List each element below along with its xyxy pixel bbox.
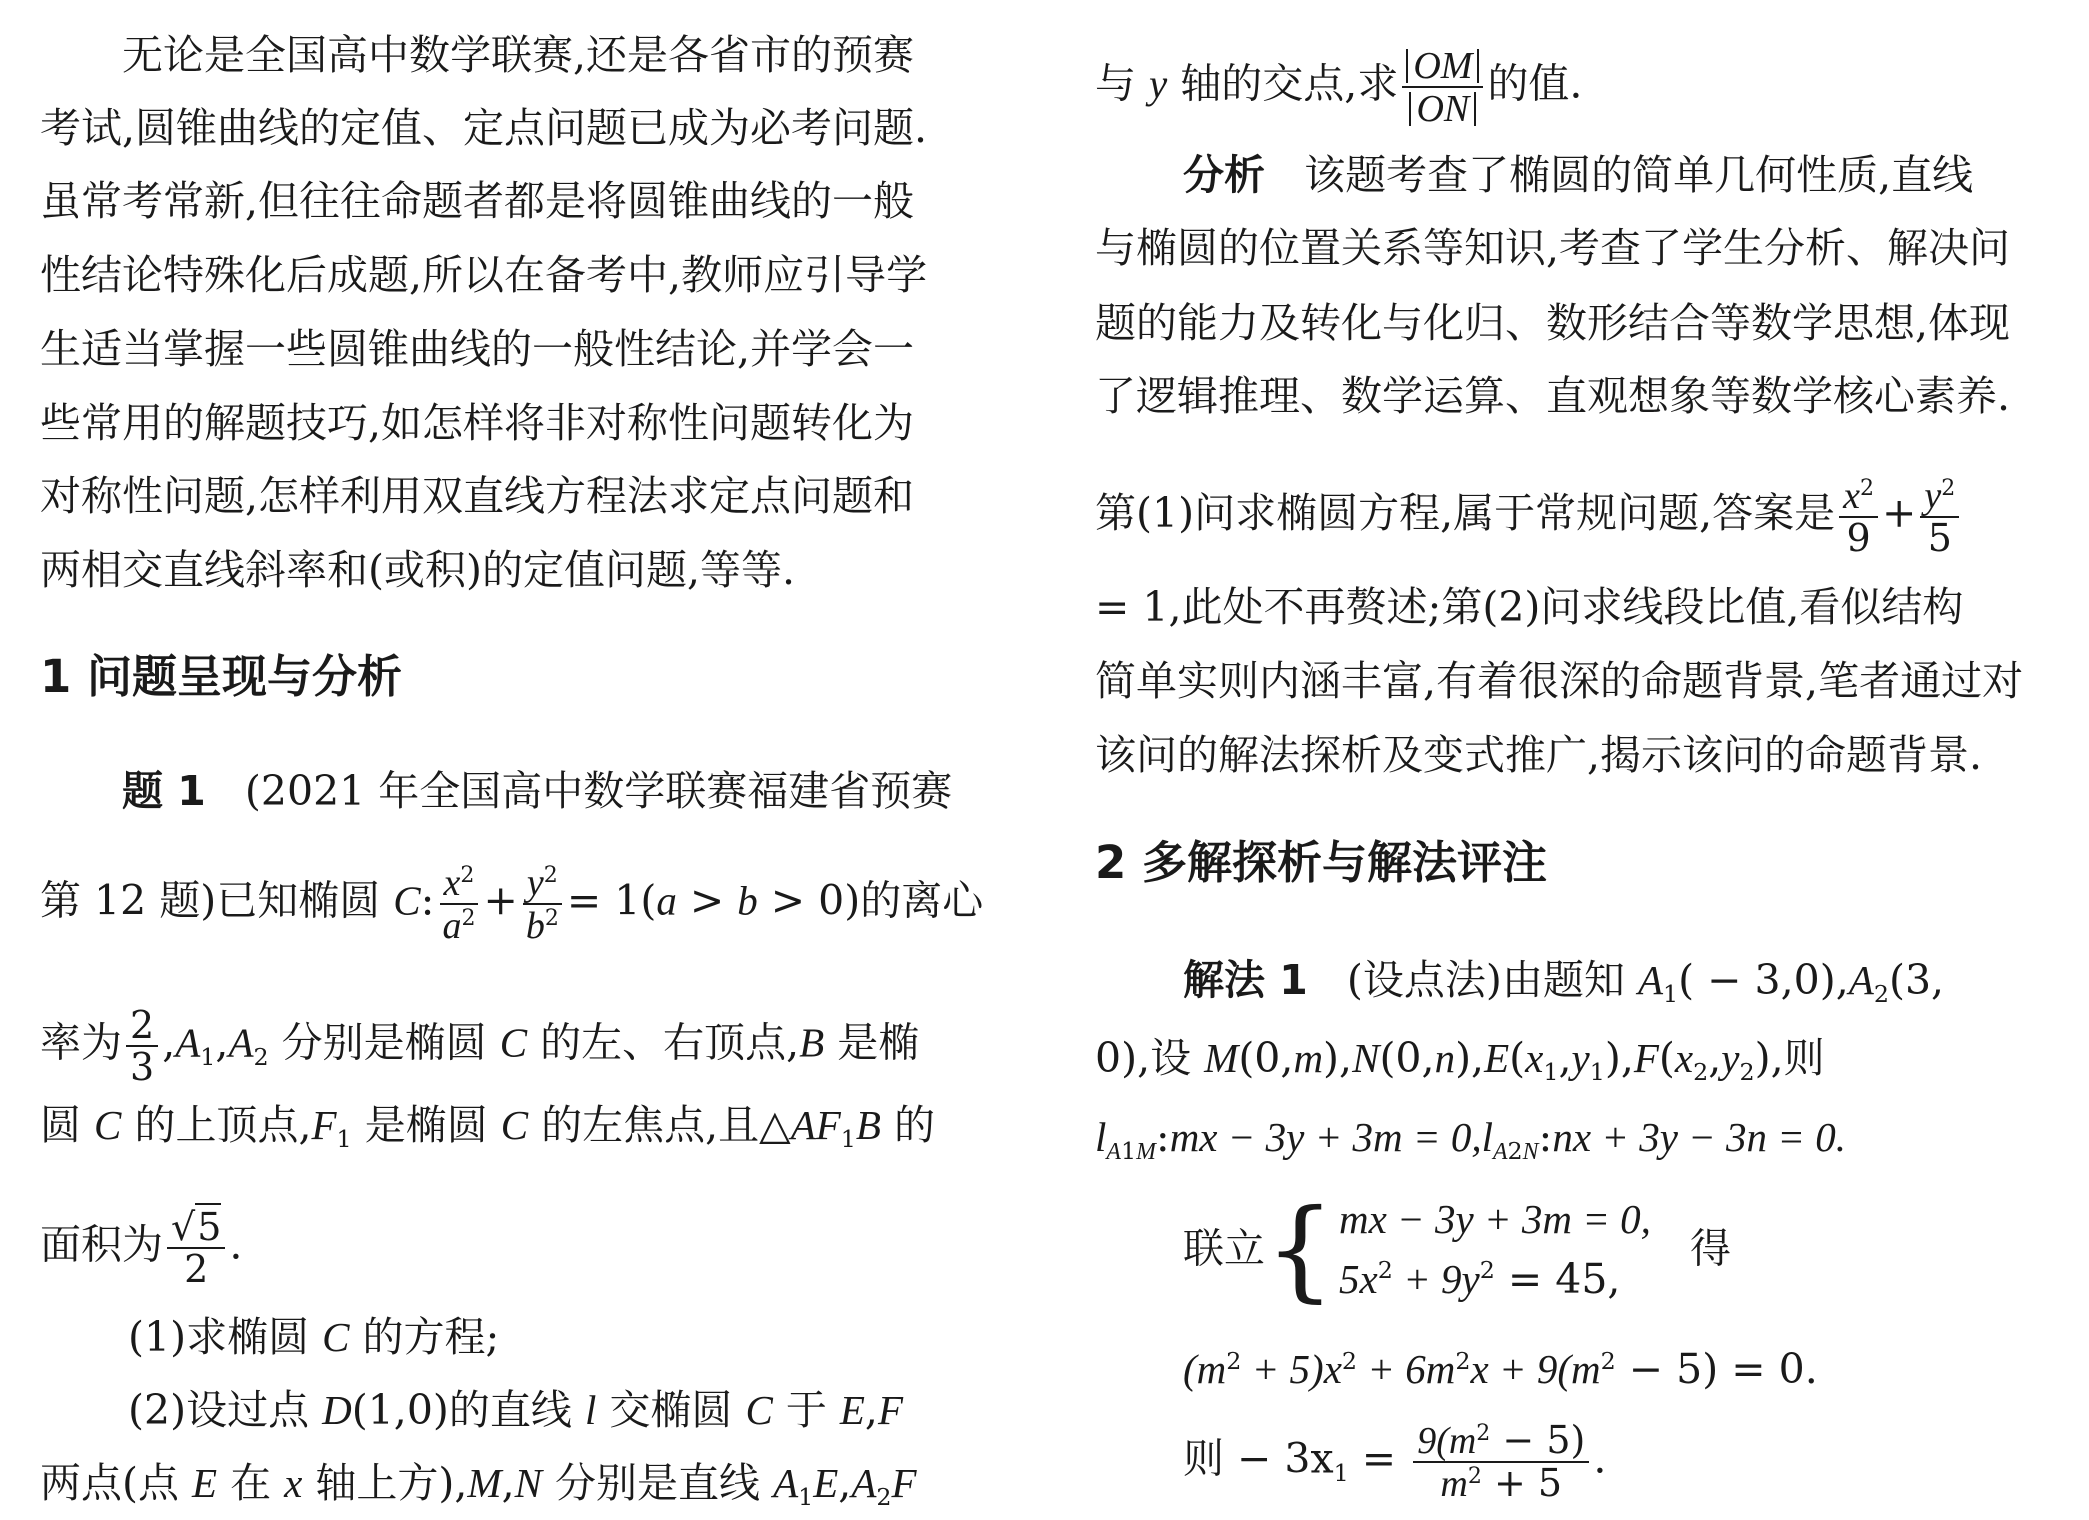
intro-line-8: 两相交直线斜率和(或积)的定值问题,等等. (40, 546, 796, 594)
solution-line-1: 解法 1 (设点法)由题知 $A_1( - 3,0),A_2(3$, (1183, 956, 1945, 1009)
analysis-line-3: 题的能力及转化与化归、数形结合等数学思想,体现 (1095, 299, 2011, 347)
problem-line-2: 第 12 题)已知椭圆 C: $\frac{x^2}{a^2}$ + $\frac{y^2}{b^2}$ = 1(a > b > 0)的离心 (40, 862, 984, 947)
question-1: (1)求椭圆 C 的方程; (128, 1313, 500, 1361)
intro-line-4: 性结论特殊化后成题,所以在备考中,教师应引导学 (40, 251, 928, 299)
solution-line-2: 0),设 $M(0,m),N(0,n),E(x_1,y_1),F(x_2,y_2)$,则 (1095, 1034, 1825, 1087)
section-heading-1: 1 问题呈现与分析 (40, 650, 402, 703)
fraction-y2-b2: $\frac{y^2}{b^2}$ (522, 862, 563, 946)
problem-line-3: 率为 $\frac{2}{3}$ $,A_1,A_2$ 分别是椭圆 C 的左、右顶点,B 是椭 (40, 1003, 920, 1089)
fraction-y2-5: $\frac{y^2}{5}$ (1920, 475, 1959, 558)
problem-line-5: 面积为 $\frac{√5}{2}$ . (40, 1205, 243, 1291)
intro-line-6: 些常用的解题技巧,如怎样将非对称性问题转化为 (40, 399, 915, 447)
intro-line-5: 生适当掌握一些圆锥曲线的一般性结论,并学会一 (40, 325, 915, 373)
analysis-line-2: 与椭圆的位置关系等知识,考查了学生分析、解决问 (1095, 224, 2011, 272)
analysis-line-5: 第(1)问求椭圆方程,属于常规问题,答案是 $\frac{x^2}{9}$ + $\frac{y^2}{5}$ (1095, 475, 1963, 558)
analysis-line-8: 该问的解法探析及变式推广,揭示该问的命题背景. (1095, 731, 1983, 779)
fraction-x2-a2: $\frac{x^2}{a^2}$ (438, 862, 479, 946)
problem-line-4: 圆 C 的上顶点$,F_1$ 是椭圆 C 的左焦点,且$\triangle AF_1B$ 的 (40, 1101, 936, 1154)
solution-line-3: $l_{A1M}:mx - 3y + 3m$ = $0,l_{A2N}:nx + 3y - 3n = 0$. (1095, 1113, 1846, 1166)
section-heading-2: 2 多解探析与解法评注 (1095, 836, 1547, 889)
continuation-line: 与 y 轴的交点,求 $\frac{OM}{ON}$ 的值. (1095, 45, 1583, 130)
intro-line-3: 虽常考常新,但往往命题者都是将圆锥曲线的一般 (40, 177, 915, 225)
fraction-root: $\frac{9(m^2 - 5)}{m^2 + 5}$ (1413, 1420, 1589, 1504)
fraction-2-3: $\frac{2}{3}$ (126, 1005, 158, 1087)
quadratic-equation: $(m^2 + 5)x^2 + 6m^2x + 9(m^2 - 5) = 0$. (1183, 1345, 1818, 1393)
problem-line-1: 题 1 (2021 年全国高中数学联赛福建省预赛 (122, 767, 953, 815)
intro-line-7: 对称性问题,怎样利用双直线方程法求定点问题和 (40, 472, 915, 520)
analysis-line-7: 简单实则内涵丰富,有着很深的命题背景,笔者通过对 (1095, 657, 2024, 705)
ratio-om-on: $\frac{OM}{ON}$ (1402, 45, 1483, 129)
question-2-line-2: 两点(点 E 在 x 轴上方),M,N 分别是直线 $A_1E,A_2F$ (40, 1459, 917, 1512)
analysis-line-4: 了逻辑推理、数学运算、直观想象等数学核心素养. (1095, 372, 2011, 420)
system-of-equations: 联立 { mx − 3y + 3m = 0, $5x^2 + 9y^2 = 45$, 得 (1183, 1184, 1731, 1313)
question-2: (2)设过点 D(1,0)的直线 l 交椭圆 C 于 E,F (128, 1386, 904, 1434)
root-expression: 则 − $3x_1$ = $\frac{9(m^2 - 5)}{m^2 + 5}$ . (1183, 1418, 1607, 1505)
intro-line-1: 无论是全国高中数学联赛,还是各省市的预赛 (122, 31, 915, 79)
analysis-line-6: = 1,此处不再赘述;第(2)问求线段比值,看似结构 (1095, 583, 1964, 631)
analysis-line-1: 分析 该题考查了椭圆的简单几何性质,直线 (1183, 151, 1974, 199)
fraction-sqrt5-2: $\frac{√5}{2}$ (167, 1207, 225, 1289)
intro-line-2: 考试,圆锥曲线的定值、定点问题已成为必考问题. (40, 104, 928, 152)
fraction-x2-9: $\frac{x^2}{9}$ (1839, 475, 1878, 558)
